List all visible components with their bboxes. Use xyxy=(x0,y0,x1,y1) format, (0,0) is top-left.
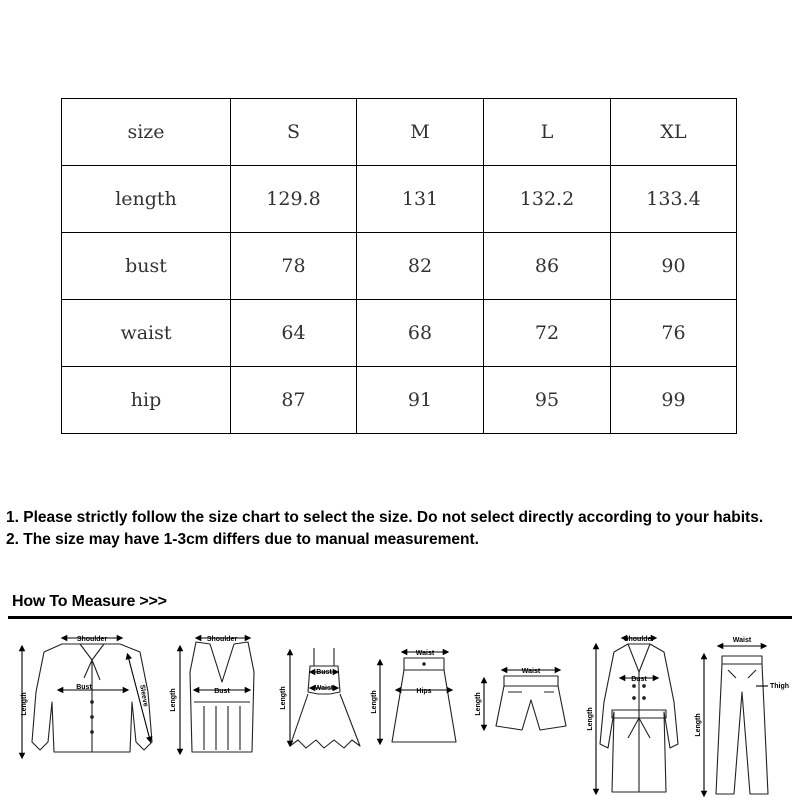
label-thigh-pants: Thigh xyxy=(770,683,790,690)
label-waist-shorts: Waist xyxy=(521,668,541,675)
note-1: 1. Please strictly follow the size chart to select the size. Do not select directly according to your habits. xyxy=(6,509,764,526)
row-label-cell: length xyxy=(62,166,231,233)
row-label-cell: waist xyxy=(62,300,231,367)
table-cell: 82 xyxy=(357,233,484,300)
table-cell: 72 xyxy=(484,300,611,367)
header-cell: S xyxy=(231,99,357,166)
label-sleeve: Sleeve xyxy=(138,684,149,708)
label-shoulder-blouse: Shoulder xyxy=(76,636,108,643)
pants-illustration xyxy=(716,656,768,794)
skirt-illustration xyxy=(392,658,456,742)
header-cell: size xyxy=(62,99,231,166)
size-notes xyxy=(6,507,796,551)
table-header-row xyxy=(62,99,737,166)
tank-top-illustration xyxy=(190,642,254,752)
label-bust-coat: Bust xyxy=(631,676,647,683)
section-divider xyxy=(8,616,792,619)
label-length-pants: Length xyxy=(695,713,702,737)
table-row xyxy=(62,233,737,300)
label-shoulder-coat: Shoulder xyxy=(623,636,655,643)
table-row xyxy=(62,166,737,233)
label-hips-skirt: Hips xyxy=(416,688,432,695)
table-cell: 129.8 xyxy=(231,166,357,233)
table-cell: 86 xyxy=(484,233,611,300)
table-cell: 91 xyxy=(357,367,484,434)
label-waist-pants: Waist xyxy=(732,637,752,644)
blouse-illustration xyxy=(32,644,152,752)
header-cell: XL xyxy=(611,99,737,166)
row-label-cell: hip xyxy=(62,367,231,434)
label-length-blouse: Length xyxy=(21,692,28,716)
label-bust-blouse: Bust xyxy=(76,684,92,691)
row-label-cell: bust xyxy=(62,233,231,300)
table-cell: 64 xyxy=(231,300,357,367)
label-waist-skirt: Waist xyxy=(415,650,435,657)
label-length-tank: Length xyxy=(170,688,177,712)
measurement-illustrations xyxy=(0,622,800,800)
coat-illustration xyxy=(600,644,678,792)
header-cell: L xyxy=(484,99,611,166)
table-cell: 131 xyxy=(357,166,484,233)
shorts-illustration xyxy=(496,676,566,730)
size-chart-table xyxy=(61,98,737,434)
table-cell: 99 xyxy=(611,367,737,434)
table-row xyxy=(62,367,737,434)
label-length-coat: Length xyxy=(587,707,594,731)
note-2: 2. The size may have 1-3cm differs due to manual measurement. xyxy=(6,531,479,548)
header-cell: M xyxy=(357,99,484,166)
label-length-dress: Length xyxy=(280,686,287,710)
strap-dress-illustration xyxy=(290,648,360,748)
table-cell: 90 xyxy=(611,233,737,300)
label-waist-dress: Waist xyxy=(314,685,334,692)
label-bust-tank: Bust xyxy=(214,688,230,695)
label-length-shorts: Length xyxy=(475,692,482,716)
table-row xyxy=(62,300,737,367)
table-cell: 76 xyxy=(611,300,737,367)
table-cell: 95 xyxy=(484,367,611,434)
label-length-skirt: Length xyxy=(371,690,378,714)
table-cell: 132.2 xyxy=(484,166,611,233)
table-cell: 133.4 xyxy=(611,166,737,233)
how-to-measure-title: How To Measure >>> xyxy=(12,593,167,610)
table-cell: 78 xyxy=(231,233,357,300)
label-shoulder-tank: Shoulder xyxy=(206,636,238,643)
table-cell: 68 xyxy=(357,300,484,367)
table-cell: 87 xyxy=(231,367,357,434)
label-bust-dress: Bust xyxy=(316,669,332,676)
